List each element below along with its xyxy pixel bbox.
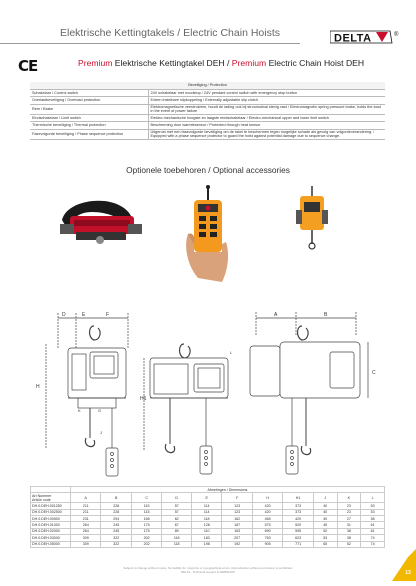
- dimension-cell: 373: [283, 509, 313, 515]
- dimension-cell: 163: [222, 528, 252, 534]
- dimension-cell: 623: [283, 535, 313, 541]
- dimension-cell: 118: [191, 515, 221, 521]
- dimension-cell: 67: [162, 522, 192, 528]
- dim-label-h: H: [36, 384, 40, 390]
- table-row: [31, 541, 385, 547]
- article-code-cell: DH.0.DEH.00500: [31, 515, 71, 521]
- dimension-cell: 207: [222, 535, 252, 541]
- dimension-cell: 175: [131, 522, 161, 528]
- spec-key: Schakelaar / Control switch: [30, 89, 148, 96]
- dimension-cell: 57: [162, 509, 192, 515]
- remote-control-image: [178, 184, 238, 284]
- ce-mark: CE: [18, 57, 38, 75]
- dim-label-c: C: [372, 370, 376, 376]
- art-nummer-label: Art Nummer: [32, 493, 52, 498]
- dimension-cell: 763: [252, 535, 282, 541]
- dimension-cell: 420: [283, 515, 313, 521]
- spec-key: Thermische beveiliging / Thermal protection: [30, 122, 148, 129]
- col-header: J: [313, 493, 337, 503]
- col-header: A: [71, 493, 101, 503]
- table-row: [30, 104, 385, 114]
- dimension-cell: 62: [162, 515, 192, 521]
- table-row: [30, 89, 385, 96]
- col-header: K: [337, 493, 361, 503]
- dim-label-b: B: [324, 312, 328, 318]
- dimension-cell: 228: [101, 509, 131, 515]
- dimension-cell: 465: [252, 515, 282, 521]
- dimension-cell: 128: [191, 522, 221, 528]
- footer-line-2: DELTA - Technical support & WEBSHOP: [180, 570, 236, 574]
- delta-logo: [330, 28, 406, 46]
- dimension-cell: 65: [313, 541, 337, 547]
- col-header: H: [252, 493, 282, 503]
- dimension-cell: 38: [337, 528, 361, 534]
- dim-label-f: F: [106, 312, 110, 318]
- dimension-cell: 40: [313, 515, 337, 521]
- spec-key: Overlastbeveiliging / Overload protection: [30, 97, 148, 104]
- dimension-cell: 58: [361, 515, 385, 521]
- logo-registered-mark: ®: [394, 32, 399, 38]
- dimension-cell: 53: [361, 509, 385, 515]
- col-header: F: [222, 493, 252, 503]
- dim-label-l: L: [230, 350, 233, 355]
- article-code-cell: DH.0.DEH.05000: [31, 541, 71, 547]
- article-code-cell: DH.0.DEH.001250: [31, 503, 71, 509]
- dimension-cell: 373: [283, 503, 313, 509]
- dimension-cell: 52: [313, 528, 337, 534]
- dimension-cell: 53: [313, 535, 337, 541]
- table-row: [30, 114, 385, 121]
- product-title-nl: Elektrische Kettingtakel DEH /: [112, 58, 232, 68]
- dimension-cell: 211: [71, 509, 101, 515]
- dimension-cell: 575: [252, 522, 282, 528]
- dimension-cell: 595: [283, 528, 313, 534]
- premium-label: Premium: [78, 58, 113, 68]
- dimension-cell: 45: [313, 522, 337, 528]
- spec-value: Bescherming door warmtesensor / Protected through heat sensor: [148, 122, 385, 129]
- dimension-cell: 52: [337, 541, 361, 547]
- dim-label-a: A: [274, 312, 278, 318]
- spec-value: 24V schakelaar met noodstop / 24V pendant control switch with emergency stop button: [148, 89, 385, 96]
- col-header: D: [162, 493, 192, 503]
- dimension-cell: 40: [313, 509, 337, 515]
- col-header: E: [191, 493, 221, 503]
- header-divider: [0, 43, 300, 44]
- dimension-cell: 115: [131, 503, 161, 509]
- dimension-cell: 175: [131, 528, 161, 534]
- article-code-cell: DH.0.DEH.002500: [31, 509, 71, 515]
- dimension-cell: 57: [162, 503, 192, 509]
- dimension-cell: 264: [71, 522, 101, 528]
- article-code-header: [31, 493, 71, 503]
- dimension-cell: 38: [337, 535, 361, 541]
- dimension-cell: 771: [283, 541, 313, 547]
- dim-label-e: E: [82, 312, 86, 318]
- dims-header-row: [31, 493, 385, 503]
- dimension-cell: 245: [101, 528, 131, 534]
- spec-key: Rem / Brake: [30, 104, 148, 114]
- dimension-cell: 183: [191, 535, 221, 541]
- dimension-cell: 322: [101, 541, 131, 547]
- col-header: B: [101, 493, 131, 503]
- dimension-cell: 118: [162, 535, 192, 541]
- premium-label-2: Premium: [231, 58, 267, 68]
- dimensions-table: [30, 486, 385, 548]
- footer-line-1: Subject to change without notice. No liability for misprints or typographical errors. Reproduction without permission is prohibited.: [123, 566, 293, 570]
- dimensions-caption: Afmetingen / Dimensions: [71, 487, 385, 493]
- col-header: H1: [283, 493, 313, 503]
- dimension-cell: 264: [71, 528, 101, 534]
- dimension-cell: 53: [361, 503, 385, 509]
- dimension-cell: 114: [191, 509, 221, 515]
- drawing-front-view: [140, 340, 240, 480]
- dimension-cell: 123: [222, 509, 252, 515]
- dimension-cell: 520: [283, 522, 313, 528]
- spec-value: Elektromagnetische veerdrukrem, houdt de lading ook bij stroomuitval stevig vast / Electromagnetic spring pressure brake, holds the load in the event of power failure: [148, 104, 385, 114]
- product-title: [78, 58, 364, 68]
- dimension-cell: 211: [71, 503, 101, 509]
- dimension-cell: 89: [162, 528, 192, 534]
- dimension-cell: 905: [252, 541, 282, 547]
- table-row: [30, 122, 385, 129]
- dimension-cell: 420: [252, 503, 282, 509]
- dimension-cell: 192: [222, 541, 252, 547]
- article-code-cell: DH.0.DEH.03000: [31, 535, 71, 541]
- trolley-clamp-image: [52, 190, 146, 252]
- dimension-cell: 162: [222, 515, 252, 521]
- dimension-cell: 202: [131, 541, 161, 547]
- article-code-cell: DH.0.DEH.02000: [31, 528, 71, 534]
- col-header: C: [131, 493, 161, 503]
- dimension-cell: 40: [313, 503, 337, 509]
- dimension-cell: 231: [71, 515, 101, 521]
- dimension-cell: 118: [162, 541, 192, 547]
- dimension-cell: 27: [337, 515, 361, 521]
- dim-label-d: D: [62, 312, 66, 318]
- table-row: [30, 97, 385, 104]
- spec-value: Uitgerust met een fasevolgorde beveiliging om de takel te beschermen tegen mogelijke schade als gevolg van volgordeverandering. / Equipped with a phase sequence protector to guard the hoist against potential damage due to sequence change.: [148, 129, 385, 139]
- dim-label-k: K: [78, 408, 81, 413]
- page-header: [0, 0, 416, 48]
- article-code-cell: DH.0.DEH.01000: [31, 522, 71, 528]
- dimension-cell: 228: [101, 503, 131, 509]
- dimension-cell: 420: [252, 509, 282, 515]
- dimension-cell: 202: [131, 535, 161, 541]
- spec-value: Extern instelbare slipkoppeling / Externally adjustable slip clutch: [148, 97, 385, 104]
- dimension-cell: 309: [71, 541, 101, 547]
- accessories-title: Optionele toebehoren / Optional accessories: [126, 165, 290, 175]
- product-title-en: Electric Chain Hoist DEH: [266, 58, 365, 68]
- dimension-cell: 31: [337, 522, 361, 528]
- dimension-cell: 114: [191, 503, 221, 509]
- protection-table: [30, 82, 385, 140]
- spec-key: Fasevolgorde beveiliging / Phase sequence protection: [30, 129, 148, 139]
- spec-key: Eindschakelaar / Limit switch: [30, 114, 148, 121]
- logo-text: DELTA: [334, 32, 372, 45]
- page-number: 13: [405, 570, 411, 576]
- spec-value: Elektro-mechanische hoogste en laagste eindschakelaar / Electro-mechanical upper and lower limit switch: [148, 114, 385, 121]
- receiver-unit-image: [290, 186, 334, 250]
- dimension-cell: 23: [337, 503, 361, 509]
- dimension-cell: 23: [337, 509, 361, 515]
- dimension-cell: 187: [222, 522, 252, 528]
- dimension-cell: 74: [361, 541, 385, 547]
- dimension-cell: 198: [191, 541, 221, 547]
- col-header: L: [361, 493, 385, 503]
- dimension-cell: 110: [191, 528, 221, 534]
- dimension-cell: 61: [361, 528, 385, 534]
- dimension-cell: 123: [222, 503, 252, 509]
- article-code-label: Article code: [32, 497, 51, 502]
- dimension-cell: 61: [361, 522, 385, 528]
- table-row: [30, 129, 385, 139]
- page-corner-tab: [386, 549, 416, 581]
- drawing-side-view: [28, 308, 138, 478]
- dim-label-h1: H1: [140, 396, 147, 402]
- dimension-cell: 322: [101, 535, 131, 541]
- dimension-cell: 245: [101, 522, 131, 528]
- drawing-dimension-view: [236, 306, 386, 478]
- dimension-cell: 74: [361, 535, 385, 541]
- dimension-cell: 294: [101, 515, 131, 521]
- dimension-cell: 115: [131, 509, 161, 515]
- protection-header: Beveiliging / Protection: [30, 82, 385, 89]
- dimension-cell: 309: [71, 535, 101, 541]
- dimension-cell: 690: [252, 528, 282, 534]
- dim-label-j: J: [100, 430, 102, 435]
- header-title: Elektrische Kettingtakels / Electric Chain Hoists: [60, 27, 281, 39]
- dimension-cell: 165: [131, 515, 161, 521]
- dim-label-g: G: [98, 408, 102, 413]
- page-footer: [0, 566, 416, 574]
